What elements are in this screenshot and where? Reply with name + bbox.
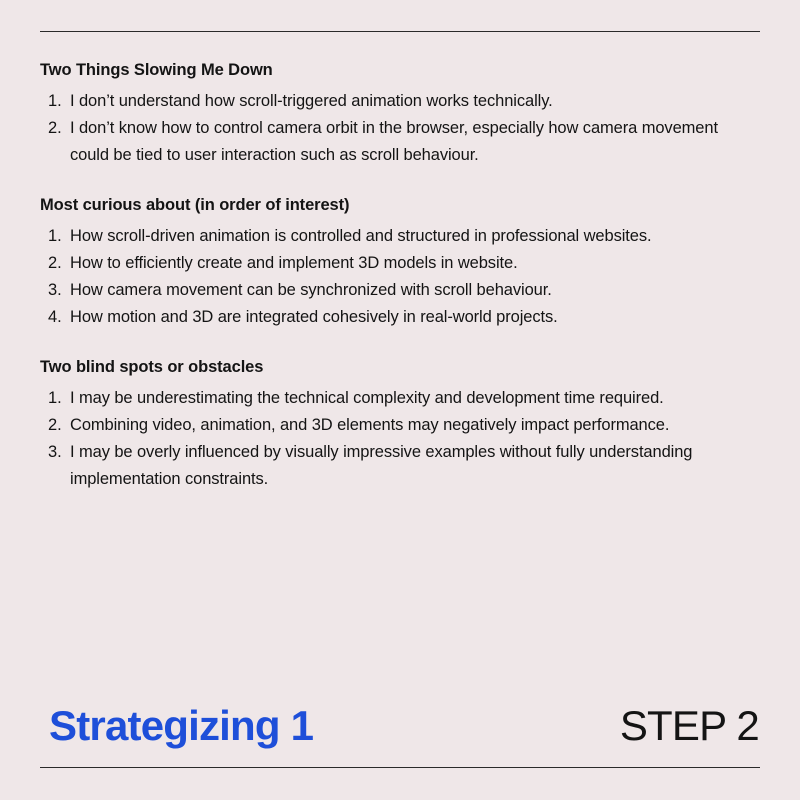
step-label: STEP 2 xyxy=(619,702,759,749)
item-number: 3. xyxy=(48,443,62,461)
item-number: 4. xyxy=(48,308,62,326)
section-title: Two blind spots or obstacles xyxy=(40,358,264,376)
item-text: I may be overly influenced by visually impressive examples without fully understanding implementation constraints. xyxy=(70,443,693,488)
item-text: How motion and 3D are integrated cohesively in real-world projects. xyxy=(70,308,558,326)
item-number: 2. xyxy=(48,254,62,272)
list-item xyxy=(40,412,780,439)
list-item xyxy=(40,385,780,412)
list-item xyxy=(40,277,780,304)
item-number: 1. xyxy=(48,92,62,110)
item-number: 1. xyxy=(48,389,62,407)
footer-title: Strategizing 1 xyxy=(49,702,314,749)
item-number: 3. xyxy=(48,281,62,299)
list-item xyxy=(40,250,780,277)
list-item xyxy=(40,115,730,169)
section-title: Most curious about (in order of interest) xyxy=(40,196,350,214)
item-text: I don’t know how to control camera orbit in the browser, especially how camera movement could be tied to user interaction such as scroll behaviour. xyxy=(70,119,718,164)
item-text: I don’t understand how scroll-triggered animation works technically. xyxy=(70,92,553,110)
item-text: I may be underestimating the technical complexity and development time required. xyxy=(70,389,664,407)
item-text: How camera movement can be synchronized with scroll behaviour. xyxy=(70,281,552,299)
list-item xyxy=(40,439,730,493)
list-item xyxy=(40,223,780,250)
section-title: Two Things Slowing Me Down xyxy=(40,61,273,79)
item-number: 1. xyxy=(48,227,62,245)
section-blind-spots xyxy=(40,355,780,493)
item-number: 2. xyxy=(48,416,62,434)
item-list xyxy=(40,223,780,331)
list-item xyxy=(40,304,780,331)
item-text: How scroll-driven animation is controlled and structured in professional websites. xyxy=(70,227,652,245)
item-text: Combining video, animation, and 3D elements may negatively impact performance. xyxy=(70,416,670,434)
section-most-curious xyxy=(40,193,780,331)
item-list xyxy=(40,385,780,493)
section-slowing-me-down xyxy=(40,58,780,169)
list-item xyxy=(40,88,780,115)
top-divider xyxy=(40,31,760,32)
content xyxy=(40,58,780,517)
item-list xyxy=(40,88,780,169)
item-number: 2. xyxy=(48,119,62,137)
bottom-divider xyxy=(40,767,760,768)
item-text: How to efficiently create and implement 3D models in website. xyxy=(70,254,518,272)
